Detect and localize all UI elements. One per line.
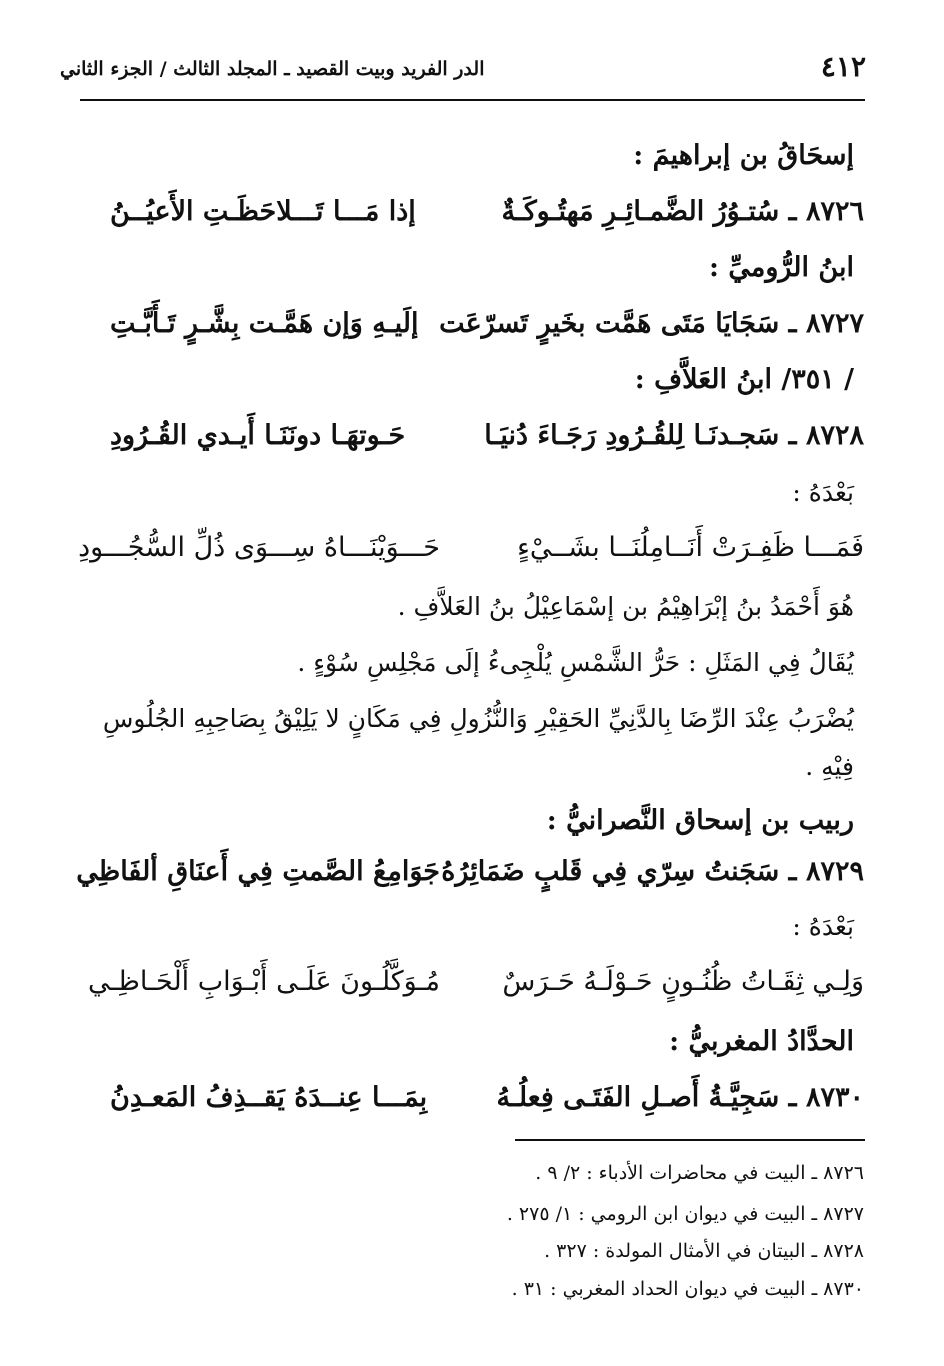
verse-8730-first-hemistich: ٨٧٣٠ ـ سَجِيَّـةُ أَصـلِ الفَتَـى فِعلُـهُ [496, 1082, 864, 1113]
page-number: ٤١٢ [820, 50, 866, 83]
footnote-8727: ٨٧٢٧ ـ البيت في ديوان ابن الرومي : ١/ ٢٧٥ . [506, 1203, 864, 1225]
note-8728-poet: هُوَ أَحْمَدُ بنُ إبْرَاهِيْمُ بن إسْمَاعِيْلُ بنُ العَلاَّفِ . [397, 592, 854, 621]
speaker-8727: ابنُ الرُّوميِّ : [709, 252, 854, 283]
note-8728-usage: يُضْرَبُ عِنْدَ الرِّضَا بِالدَّنِيِّ الحَقِيْرِ وَالنُّزُولِ فِي مَكَانٍ لا يَلِيْقُ بِصَاحِبِهِ الجُلُوسِ [102, 704, 854, 733]
extra-verse-8729-first-hemistich: وَلِـي ثِقَـاتُ ظُنُـونٍ حَـوْلَـهُ حَـرَسٌ [502, 966, 864, 997]
verse-8728-second-hemistich: حَـوتهَـا دونَنَـا أَيـدي القُـرُودِ [110, 420, 406, 451]
verse-8729-second-hemistich: جَوَامِعُ الصَّمتِ فِي أَعنَاقِ ألفَاظِي [76, 856, 440, 887]
speaker-8730: الحدَّادُ المغربيُّ : [669, 1026, 854, 1057]
verse-8726-first-hemistich: ٨٧٢٦ ـ سُتـوُرُ الضَّمـائِـرِ مَهتُـوكَـةٌ [501, 196, 864, 227]
verse-8730-second-hemistich: بِمَـــا عِنــدَهُ يَقــذِفُ المَعـدِنُ [110, 1082, 428, 1113]
verse-8727-second-hemistich: إلَيـهِ وَإن هَمَّـت بِشَّـرٍ تَـأَبَّـتِ [110, 308, 419, 339]
footnote-divider [515, 1139, 865, 1141]
extra-verse-8729-second-hemistich: مُـوَكَّلُـونَ عَلَـى أَبْـوَابِ أَلْحَـاظِـي [87, 966, 440, 997]
note-8728-proverb: يُقَالُ فِي المَثَلِ : حَرُّ الشَّمْسِ يُلْجِىءُ إلَى مَجْلِسِ سُوْءٍ . [297, 648, 854, 677]
extra-verse-8728-first-hemistich: فَمَـــا ظَفِـرَتْ أَنَــامِلُنَــا بشَــيْءٍ [517, 532, 864, 563]
verse-8726-second-hemistich: إذا مَـــا تَـــلاحَظَـتِ الأَعيُــنُ [110, 196, 416, 227]
running-title: الدر الفريد وبيت القصيد ـ المجلد الثالث / الجزء الثاني [60, 58, 485, 80]
after-label-8728: بَعْدَهُ : [792, 478, 854, 507]
note-8728-usage-continued: فِيْهِ . [805, 752, 854, 781]
verse-8729-first-hemistich: ٨٧٢٩ ـ سَجَنتُ سِرّي فِي قَلبٍ ضَمَائِرُهُ [441, 856, 864, 887]
extra-verse-8728-second-hemistich: حَـــوَيْنَـــاهُ سِـــوَى ذُلِّ السُّجُـــودِ [78, 532, 440, 563]
speaker-8728: / ٣٥١/ ابنُ العَلاَّفِ : [634, 364, 854, 395]
footnote-8726: ٨٧٢٦ ـ البيت في محاضرات الأدباء : ٢/ ٩ . [535, 1162, 864, 1184]
after-label-8729: بَعْدَهُ : [792, 912, 854, 941]
speaker-8729: ربيب بن إسحاق النَّصرانيُّ : [546, 805, 854, 836]
footnote-8728: ٨٧٢٨ ـ البيتان في الأمثال المولدة : ٣٢٧ . [544, 1240, 864, 1262]
footnote-8730: ٨٧٣٠ ـ البيت في ديوان الحداد المغربي : ٣١ . [511, 1278, 864, 1300]
verse-8728-first-hemistich: ٨٧٢٨ ـ سَجـدنَـا لِلقُـرُودِ رَجَـاءَ دُنيَـا [484, 420, 864, 451]
verse-8727-first-hemistich: ٨٧٢٧ ـ سَجَايَا مَتَى هَمَّت بخَيرٍ تَسرّعَت [439, 308, 864, 339]
speaker-8726: إسحَاقُ بن إبراهيمَ : [633, 140, 854, 171]
header-divider [80, 99, 865, 101]
